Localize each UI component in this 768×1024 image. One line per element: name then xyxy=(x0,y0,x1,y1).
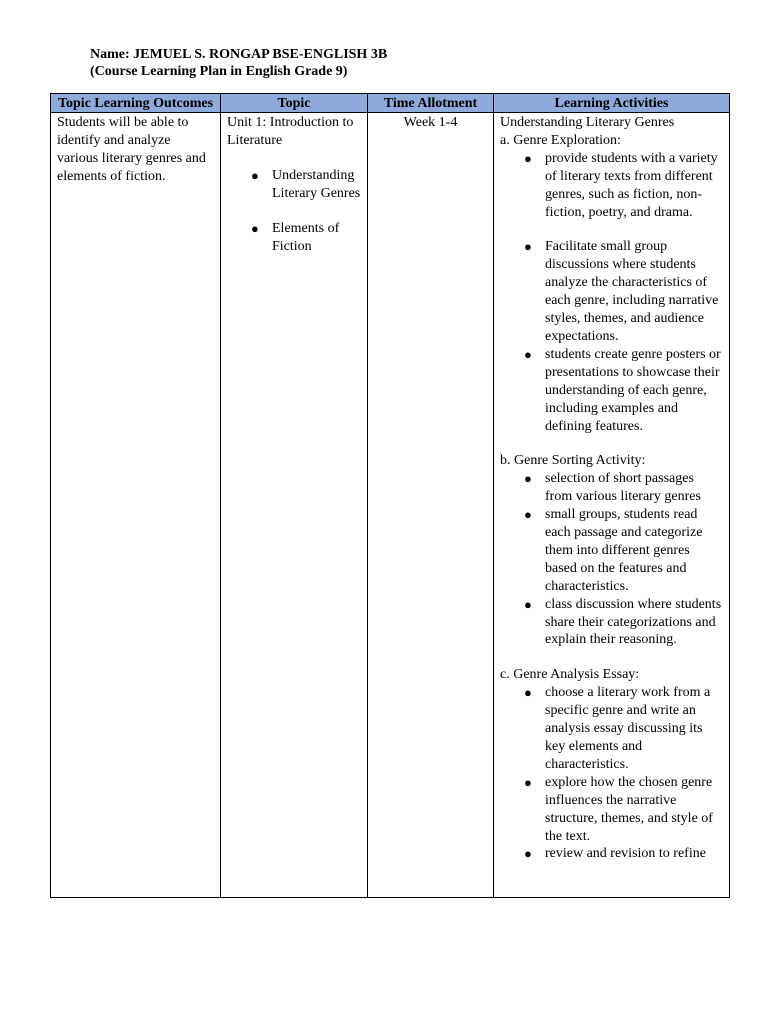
activities-cell xyxy=(494,113,730,898)
activity-list xyxy=(500,684,723,863)
list-item: ● Understanding Literary Genres xyxy=(251,167,361,201)
bullet-icon: ● xyxy=(524,596,532,612)
list-item: ● provide students with a variety of literary texts from different genres, such as fiction, non-fiction, poetry, and drama. xyxy=(524,150,718,220)
list-item: ● students create genre posters or presentations to showcase their understanding of each genre, including examples and defining features. xyxy=(524,346,721,434)
time-cell: Week 1-4 xyxy=(368,113,494,898)
section-title: a. Genre Exploration: xyxy=(500,132,621,148)
topic-title: Unit 1: Introduction to Literature xyxy=(227,115,354,148)
list-item: ● Facilitate small group discussions where students analyze the characteristics of each genre, including narrative styles, themes, and audience expectations. xyxy=(524,239,719,344)
course-title: (Course Learning Plan in English Grade 9) xyxy=(90,64,348,79)
topic-cell xyxy=(221,113,368,898)
bullet-icon: ● xyxy=(251,167,259,183)
bullet-icon: ● xyxy=(251,220,259,236)
header-activities: Learning Activities xyxy=(494,94,730,113)
activity-list xyxy=(500,470,723,649)
bullet-icon: ● xyxy=(524,471,532,487)
list-item: ● Elements of Fiction xyxy=(251,220,340,254)
section-title: b. Genre Sorting Activity: xyxy=(500,453,646,469)
activity-list xyxy=(500,150,723,436)
bullet-icon: ● xyxy=(524,507,532,523)
list-item: ● small groups, students read each passage and categorize them into different genres based on the features and characteristics. xyxy=(524,507,703,594)
name-line: Name: JEMUEL S. RONGAP BSE-ENGLISH 3B xyxy=(90,47,388,62)
activities-heading: Understanding Literary Genres xyxy=(500,115,675,130)
list-item: ● choose a literary work from a specific genre and write an analysis essay discussing its key elements and characteristics. xyxy=(524,685,711,772)
header-time: Time Allotment xyxy=(368,94,494,113)
list-item: ● explore how the chosen genre influences the narrative structure, themes, and style of the text. xyxy=(524,774,713,844)
header-outcomes: Topic Learning Outcomes xyxy=(51,94,221,113)
section-title: c. Genre Analysis Essay: xyxy=(500,667,640,683)
bullet-icon: ● xyxy=(524,346,532,362)
header-row xyxy=(51,94,730,113)
header-topic: Topic xyxy=(221,94,368,113)
topic-list xyxy=(227,167,361,256)
list-item: ● selection of short passages from various literary genres xyxy=(524,471,701,505)
bullet-icon: ● xyxy=(524,774,532,790)
list-item: ● review and revision to refine xyxy=(524,846,706,862)
table-row xyxy=(51,113,730,898)
bullet-icon: ● xyxy=(524,150,532,166)
outcome-cell: Students will be able to identify and analyze various literary genres and elements of fiction. xyxy=(51,113,221,898)
bullet-icon: ● xyxy=(524,685,532,701)
document-header xyxy=(90,46,387,80)
list-item: ● class discussion where students share their categorizations and explain their reasoning. xyxy=(524,596,722,648)
bullet-icon: ● xyxy=(524,846,532,862)
bullet-icon: ● xyxy=(524,239,532,255)
course-plan-table xyxy=(50,93,730,898)
